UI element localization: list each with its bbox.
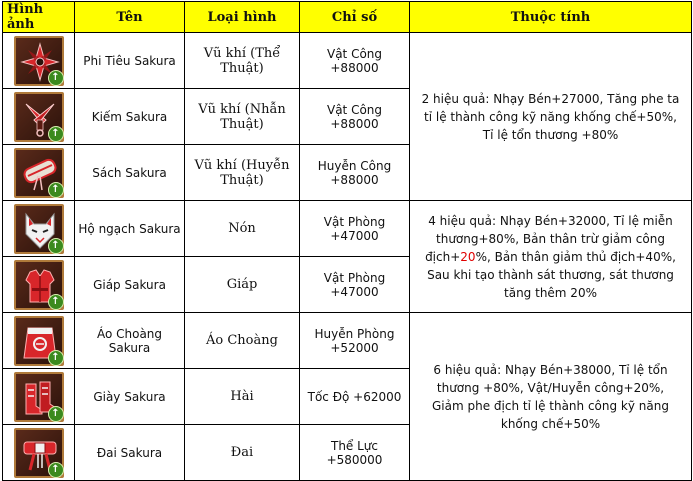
upgrade-arrow-icon: ↑ [48,350,64,366]
armor-icon [14,260,64,310]
kunai-icon [14,92,64,142]
header-type: Loại hình [185,2,300,33]
upgrade-arrow-icon: ↑ [48,182,64,198]
upgrade-arrow-icon: ↑ [48,406,64,422]
item-name: Hộ ngạch Sakura [75,201,185,257]
item-stat: Vật Phòng +47000 [300,257,410,313]
item-type: Vũ khí (Thể Thuật) [185,33,300,89]
fox-mask-icon [14,204,64,254]
upgrade-arrow-icon: ↑ [48,70,64,86]
upgrade-arrow-icon: ↑ [48,294,64,310]
scroll-icon [14,148,64,198]
item-stat: Huyễn Công +88000 [300,145,410,201]
set-effect-4 [410,201,692,313]
item-stat: Thể Lực +580000 [300,425,410,481]
table-row [3,33,692,89]
header-row [3,2,692,33]
table-row [3,201,692,257]
item-name: Phi Tiêu Sakura [75,33,185,89]
header-image: Hình ảnh [3,2,75,33]
item-name: Kiếm Sakura [75,89,185,145]
equipment-table [2,1,692,481]
upgrade-arrow-icon: ↑ [48,238,64,254]
set-effect-4-text-a: 4 hiệu quả: Nhạy Bén+32000, Tỉ lệ miễn thương+80%, Bản thân trừ giảm công địch+ [425,213,673,264]
cloak-icon [14,316,64,366]
item-type: Đai [185,425,300,481]
item-type: Vũ khí (Huyễn Thuật) [185,145,300,201]
item-name: Giày Sakura [75,369,185,425]
item-stat: Vật Phòng +47000 [300,201,410,257]
item-name: Đai Sakura [75,425,185,481]
item-type: Hài [185,369,300,425]
table-row [3,313,692,369]
header-stat: Chỉ số [300,2,410,33]
item-type: Áo Choàng [185,313,300,369]
header-name: Tên [75,2,185,33]
item-name: Áo Choàng Sakura [75,313,185,369]
header-attribute: Thuộc tính [410,2,692,33]
shuriken-icon [14,36,64,86]
item-stat: Huyễn Phòng +52000 [300,313,410,369]
item-stat: Vật Công +88000 [300,89,410,145]
upgrade-arrow-icon: ↑ [48,126,64,142]
item-type: Giáp [185,257,300,313]
set-effect-2: 2 hiệu quả: Nhạy Bén+27000, Tăng phe ta tỉ lệ thành công kỹ năng khống chế+50%, Tỉ lệ tổn thương +80% [410,33,692,201]
set-effect-4-text-b: %, Bản thân giảm thủ địch+40%, Sau khi tạo thành sát thương, sát thương tăng thêm 20% [427,249,676,300]
set-effect-6: 6 hiệu quả: Nhạy Bén+38000, Tỉ lệ tổn thương +80%, Vật/Huyễn công+20%, Giảm phe địch tỉ lệ thành công kỹ năng khống chế+50% [410,313,692,481]
item-name: Sách Sakura [75,145,185,201]
item-stat: Vật Công +88000 [300,33,410,89]
belt-icon [14,428,64,478]
item-name: Giáp Sakura [75,257,185,313]
set-effect-4-highlight: 20 [460,249,476,264]
boots-icon [14,372,64,422]
item-type: Vũ khí (Nhẫn Thuật) [185,89,300,145]
upgrade-arrow-icon: ↑ [48,462,64,478]
item-type: Nón [185,201,300,257]
item-stat: Tốc Độ +62000 [300,369,410,425]
